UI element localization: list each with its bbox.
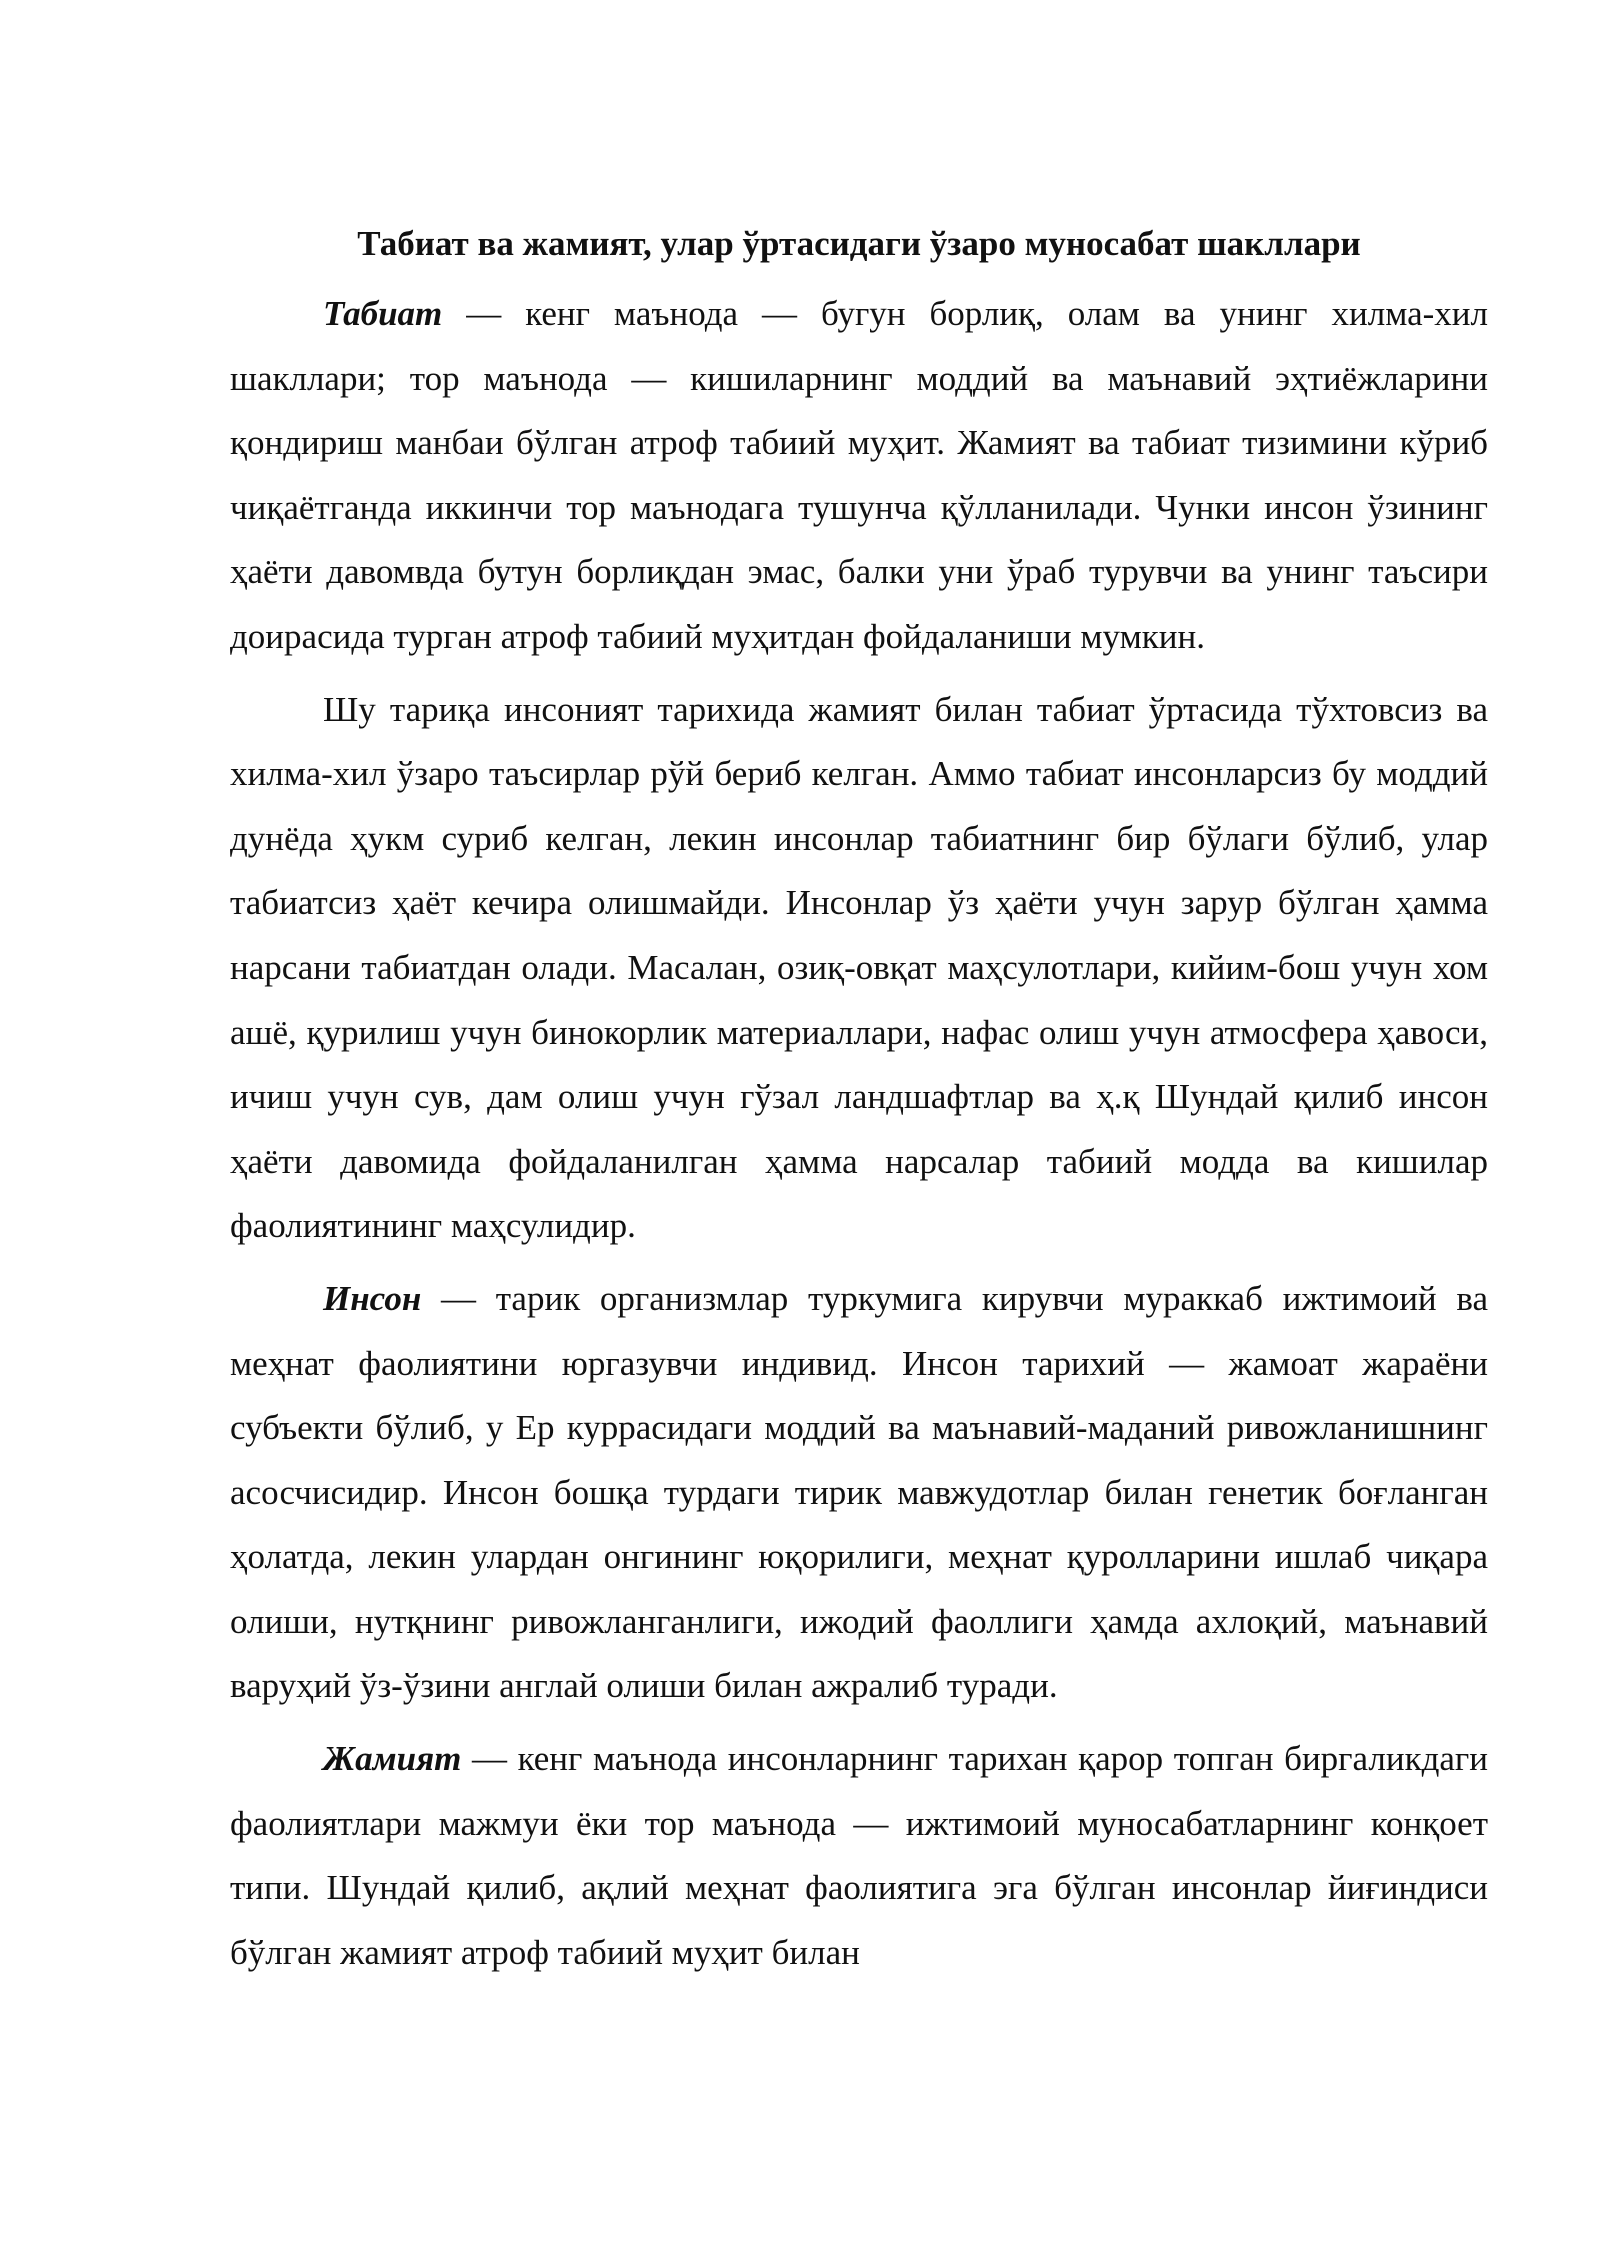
paragraph-text: — кенг маънода инсонларнинг тарихан қарор топган биргаликдаги фаолиятлари мажмуи ёки тор маънода — ижтимоий муносабатларнинг конқоет типи. Шундай қилиб, ақлий меҳнат фаолиятига эга бўлган инсонлар йиғиндиси бўлган жамият атроф табиий муҳит билан — [230, 1739, 1488, 1972]
term-jamiyat: Жамият — [323, 1739, 462, 1779]
paragraph-history — [230, 678, 1488, 1259]
term-inson: Инсон — [323, 1278, 422, 1318]
document-body — [230, 218, 1488, 1993]
document-title: Табиат ва жамият, улар ўртасидаги ўзаро муносабат шакллари — [357, 224, 1361, 263]
paragraph-jamiyat — [230, 1727, 1488, 1985]
term-tabiat: Табиат — [323, 294, 443, 333]
paragraph-text: Шу тариқа инсоният тарихида жамият билан табиат ўртасида тўхтовсиз ва хилма-хил ўзаро таъсирлар рўй бериб келган. Аммо табиат инсонларсиз бу моддий дунёда ҳукм суриб келган, лекин инсонлар табиатнинг бир бўлаги бўлиб, улар табиатсиз ҳаёт кечира олишмайди. Инсонлар ўз ҳаёти учун зарур бўлган ҳамма нарсани табиатдан олади. Масалан, озиқ-овқат маҳсулотлари, кийим-бош учун хом ашё, қурилиш учун бинокорлик материаллари, нафас олиш учун атмосфера ҳавоси, ичиш учун сув, дам олиш учун гўзал ландшафтлар ва ҳ.қ Шундай қилиб инсон ҳаёти давомида фойдаланилган ҳамма нарсалар табиий модда ва кишилар фаолиятининг маҳсулидир. — [230, 689, 1488, 1246]
paragraph-tabiat — [230, 282, 1488, 670]
paragraph-inson — [230, 1267, 1488, 1719]
paragraph-text: — кенг маънода — бугун борлиқ, олам ва унинг хилма-хил шакллари; тор маънода — кишиларнинг моддий ва маънавий эҳтиёжларини қондириш манбаи бўлган атроф табиий муҳит. Жамият ва табиат тизимини кўриб чиқаётганда иккинчи тор маънодага тушунча қўлланилади. Чунки инсон ўзининг ҳаёти давомвда бутун борлиқдан эмас, балки уни ўраб турувчи ва унинг таъсири доирасида турган атроф табиий муҳитдан фойдаланиши мумкин. — [230, 294, 1488, 656]
paragraph-text: — тарик организмлар туркумига кирувчи мураккаб ижтимоий ва меҳнат фаолиятини юргазувчи индивид. Инсон тарихий — жамоат жараёни субъекти бўлиб, у Ер куррасидаги моддий ва маънавий-маданий ривожланишнинг асосчисидир. Инсон бошқа турдаги тирик мавжудотлар билан генетик боғланган ҳолатда, лекин улардан онгининг юқорилиги, меҳнат қуролларини ишлаб чиқара олиши, нутқнинг ривожланганлиги, ижодий фаоллиги ҳамда ахлоқий, маънавий варуҳий ўз-ўзини англай олиши билан ажралиб туради. — [230, 1278, 1488, 1706]
